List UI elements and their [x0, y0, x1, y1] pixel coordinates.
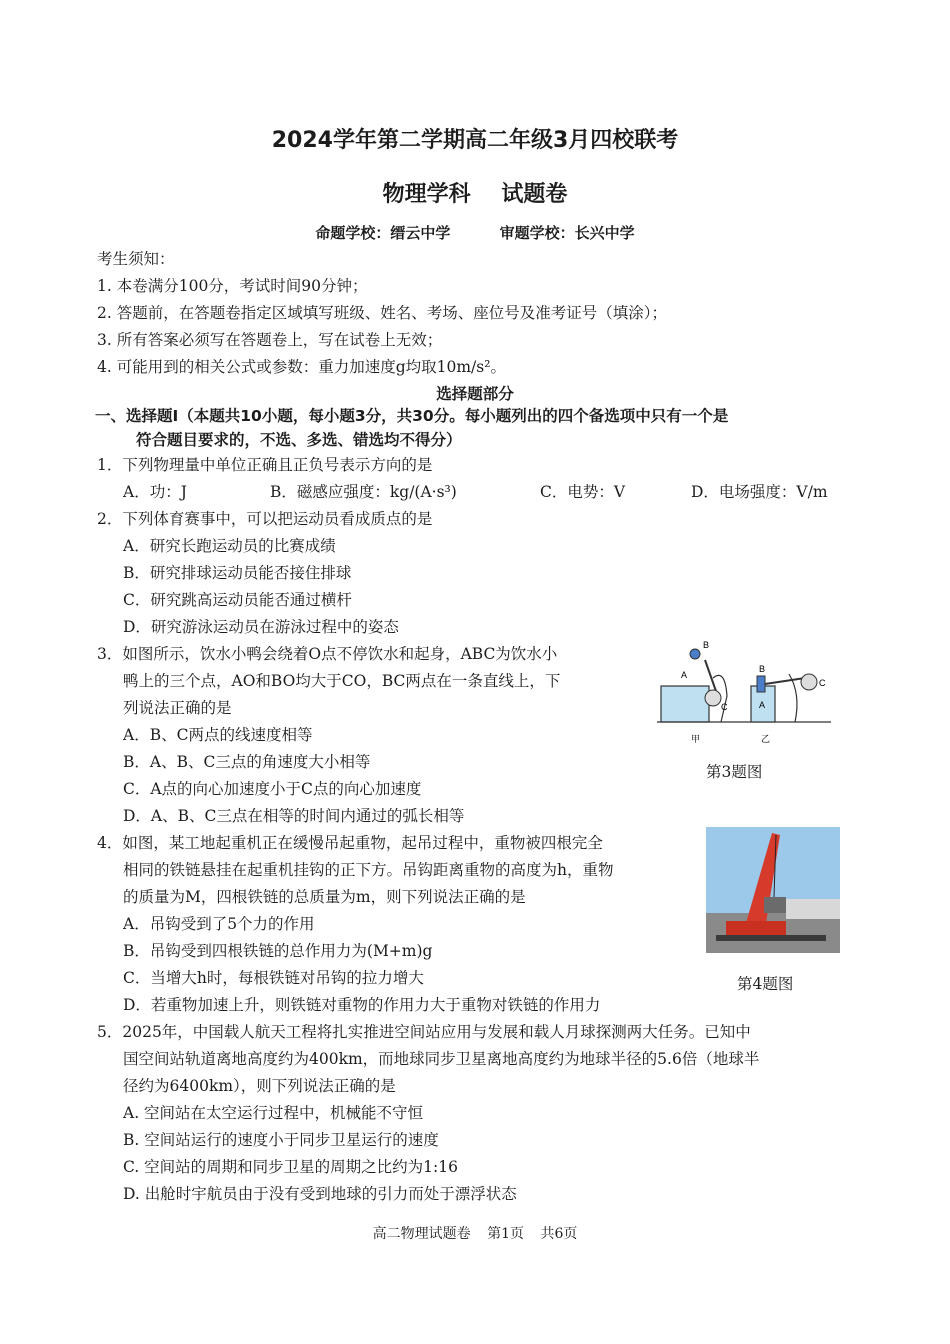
exam-title: 2024学年第二学期高二年级3月四校联考	[271, 128, 679, 153]
question-stem: 2．下列体育赛事中，可以把运动员看成质点的是	[97, 510, 433, 528]
footer-total-pages: 共6页	[540, 1226, 578, 1242]
question-stem-cont: 国空间站轨道离地高度约为400km，而地球同步卫星离地高度约为地球半径的5.6倍（地球半	[123, 1050, 760, 1068]
option-a: A．B、C两点的线速度相等	[123, 726, 313, 744]
label-a: A	[681, 670, 688, 680]
question-stem-cont: 的质量为M，四根铁链的总质量为m，则下列说法正确的是	[123, 888, 526, 906]
label-c: C	[819, 678, 826, 688]
option-c: C．A点的向心加速度小于C点的向心加速度	[123, 780, 422, 798]
water-glass	[661, 686, 709, 722]
bird-tube	[765, 678, 805, 684]
section-heading: 一、选择题Ⅰ（本题共10小题，每小题3分，共30分。每小题列出的四个备选项中只有一个是	[95, 407, 729, 425]
notice-item: 3. 所有答案必须写在答题卷上，写在试卷上无效；	[97, 331, 443, 349]
subject-label: 物理学科	[382, 182, 471, 207]
question-stem: 4．如图，某工地起重机正在缓慢吊起重物，起吊过程中，重物被四根完全	[97, 834, 603, 852]
question-stem-cont: 径约为6400km），则下列说法正确的是	[123, 1077, 396, 1095]
question-stem-cont: 鸭上的三个点，AO和BO均大于CO，BC两点在一条直线上，下	[123, 672, 561, 690]
question-stem-cont: 相同的铁链悬挂在起重机挂钩的正下方。吊钩距离重物的高度为h，重物	[123, 861, 614, 879]
question-stem: 1．下列物理量中单位正确且正负号表示方向的是	[97, 456, 433, 474]
setter-school: 命题学校：缙云中学	[315, 224, 451, 242]
option-c: C．电势：V	[540, 483, 626, 501]
footer-page-number: 第1页	[487, 1226, 524, 1242]
section-heading-cont: 符合题目要求的，不选、多选、错选均不得分）	[136, 431, 462, 449]
option-a: A．吊钩受到了5个力的作用	[123, 915, 315, 933]
part-title: 选择题部分	[436, 385, 514, 403]
option-d: D．A、B、C三点在相等的时间内通过的弧长相等	[123, 807, 465, 825]
paper-type-label: 试题卷	[501, 182, 568, 207]
crane-photo	[706, 827, 840, 953]
footer-paper-name: 高二物理试题卷	[372, 1226, 471, 1242]
label-yi: 乙	[761, 735, 771, 745]
label-c: C	[721, 702, 728, 712]
option-b: B. 空间站运行的速度小于同步卫星运行的速度	[123, 1131, 439, 1149]
label-jia: 甲	[691, 735, 701, 745]
notice-heading: 考生须知：	[97, 250, 175, 268]
bird-head	[690, 649, 700, 659]
option-c: C. 空间站的周期和同步卫星的周期之比约为1:16	[123, 1158, 458, 1176]
option-b: B．磁感应强度：kg/(A·s³)	[270, 483, 457, 501]
option-b: B．研究排球运动员能否接住排球	[123, 564, 352, 582]
load	[764, 897, 786, 913]
option-d: D．若重物加速上升，则铁链对重物的作用力大于重物对铁链的作用力	[123, 996, 601, 1014]
bird-body	[705, 690, 721, 706]
figure-3-caption: 第3题图	[706, 763, 763, 781]
question-stem-cont: 列说法正确的是	[123, 699, 232, 717]
bird-head	[757, 676, 765, 692]
label-a: A	[759, 700, 766, 710]
label-b: B	[703, 640, 710, 650]
figure-4-caption: 第4题图	[737, 975, 794, 993]
option-a: A. 空间站在太空运行过程中，机械能不守恒	[123, 1104, 424, 1122]
option-c: C．研究跳高运动员能否通过横杆	[123, 591, 352, 609]
option-b: B．吊钩受到四根铁链的总作用力为(M+m)g	[123, 942, 433, 960]
bird-body	[801, 674, 817, 690]
exam-subtitle	[0, 177, 950, 208]
option-d: D．研究游泳运动员在游泳过程中的姿态	[123, 618, 399, 636]
track	[716, 935, 826, 941]
page-footer	[0, 1223, 950, 1243]
label-b: B	[759, 664, 766, 674]
notice-item: 2. 答题前，在答题卷指定区域填写班级、姓名、考场、座位号及准考证号（填涂）；	[97, 304, 667, 322]
question-stem: 3．如图所示，饮水小鸭会绕着O点不停饮水和起身，ABC为饮水小	[97, 645, 558, 663]
option-d: D. 出舱时宇航员由于没有受到地球的引力而处于漂浮状态	[123, 1185, 517, 1203]
reviewer-school: 审题学校：长兴中学	[499, 224, 635, 242]
notice-item: 4. 可能用到的相关公式或参数：重力加速度g均取10m/s²。	[97, 358, 506, 376]
crane-body	[726, 921, 786, 935]
notice-item: 1. 本卷满分100分，考试时间90分钟；	[97, 277, 368, 295]
option-a: A．研究长跑运动员的比赛成绩	[123, 537, 336, 555]
building	[786, 899, 840, 919]
option-b: B．A、B、C三点的角速度大小相等	[123, 753, 371, 771]
question-stem: 5．2025年，中国载人航天工程将扎实推进空间站应用与发展和载人月球探测两大任务。已知中	[97, 1023, 751, 1041]
school-info	[0, 222, 950, 243]
drinking-bird-figure	[655, 638, 835, 748]
option-d: D．电场强度：V/m	[691, 483, 828, 501]
option-c: C．当增大h时，每根铁链对吊钩的拉力增大	[123, 969, 424, 987]
option-a: A．功：J	[123, 483, 187, 501]
